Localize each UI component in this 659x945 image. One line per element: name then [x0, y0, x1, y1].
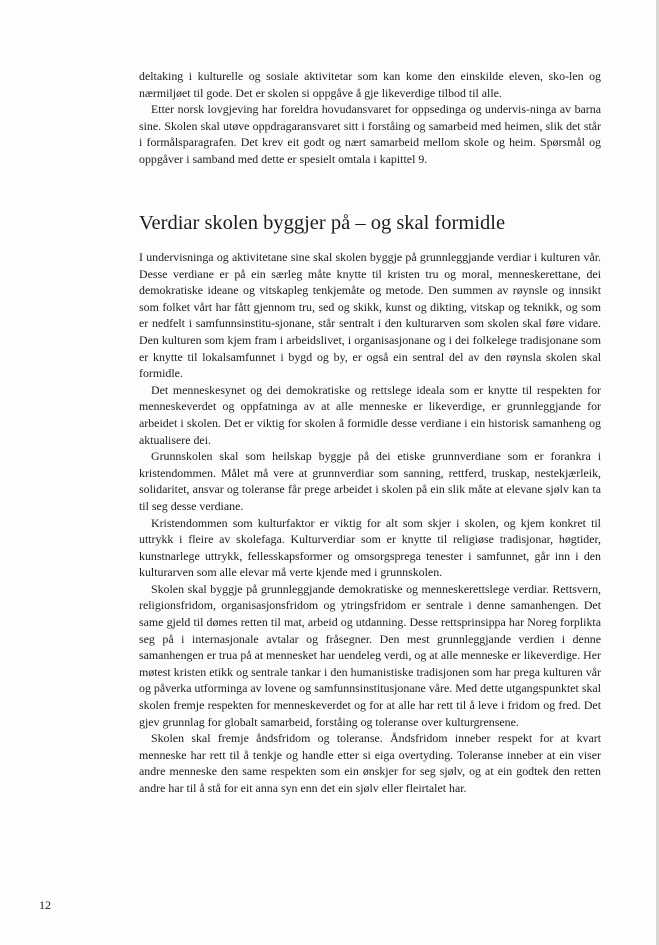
body-paragraph: Grunnskolen skal som heilskap byggje på dei etiske grunnverdiane som er forankra i kristendommen. Målet må vere at grunnverdiar som sanning, rettferd, truskap, nestekjærleik, solidaritet, ansvar og toleranse får prege arbeidet i skolen på ein slik måte at elevane sjølv kan ta til seg desse verdiane. [139, 449, 601, 513]
body-paragraph: Skolen skal fremje åndsfridom og toleranse. Åndsfridom inneber respekt for at kvart menneske har rett til å tenkje og handle etter si eiga overtyding. Toleranse inneber at ein viser andre menneske den same respekten som ein ønskjer for seg sjølv, og at ein godtek den retten andre har til å stå for eit anna syn enn det ein sjølv eller fleirtalet har. [139, 731, 601, 795]
page-number: 12 [39, 898, 51, 912]
body-paragraph: I undervisninga og aktivitetane sine skal skolen byggje på grunnleggjande verdiar i kulturen vår. Desse verdiane er på ein særleg måte knytte til kristen tru og moral, menneskerettane, dei demokratiske ideane og vitskapleg tenkjemåte og metode. Den summen av røynsle og innsikt som folket vårt har fått gjennom tru, sed og skikk, kunst og dikting, vitskap og teknikk, og som er nedfelt i samfunnsinstitu-sjonane, står sentralt i den kulturarven som skolen skal føre vidare. Den kulturen som kjem fram i arbeidslivet, i organisasjonane og i dei folkelege tradisjonane som er knytte til lokalsamfunnet i bygd og by, er også ein sentral del av den røynsla skolen skal formidle. [139, 250, 601, 381]
body-paragraph: Kristendommen som kulturfaktor er viktig for alt som skjer i skolen, og kjem konkret til uttrykk i fleire av skolefaga. Kulturverdiar som er knytte til religiøse tradisjonar, høgtider, kunstnarlege uttrykk, fellesskapsformer og omsorgsprega tenester i samfunnet, går inn i den kulturarven som alle elevar må verte kjende med i grunnskolen. [139, 515, 601, 580]
body-paragraph: Etter norsk lovgjeving har foreldra hovudansvaret for oppsedinga og undervis-ninga av barna sine. Skolen skal utøve oppdragaransvaret sitt i forståing og samarbeid med heimen, slik det står i formålsparagrafen. Det krev eit godt og nært samarbeid mellom skole og heim. Spørsmål og oppgåver i samband med dette er spesielt omtala i kapittel 9. [139, 102, 601, 166]
section-heading: Verdiar skolen byggjer på – og skal formidle [139, 212, 506, 234]
body-paragraph: Skolen skal byggje på grunnleggjande demokratiske og menneskerettslege verdiar. Rettsvern, religionsfridom, organisasjonsfridom og ytringsfridom er sentrale i denne samanhengen. Det same gjeld til dømes retten til mat, arbeid og utdanning. Desse rettsprinsippa har Noreg forplikta seg på i internasjonale avtalar og fråsegner. Den mest grunnleggjande verdien i denne samanhengen er trua på at mennesket har uendeleg verdi, og at alle menneske er likeverdige. Her møtest kristen etikk og sentrale tankar i den humanistiske tradisjonen som har prega kulturen vår og påverka utforminga av lovene og samfunnsinstitusjonane våre. Med dette utgangspunktet skal skolen fremje respekten for menneskeverdet og for at alle har rett til å leve i fridom og fred. Det gjev grunnlag for globalt samarbeid, forståing og toleranse over kulturgrensene. [139, 581, 601, 729]
section-text-block [139, 249, 601, 797]
body-paragraph: deltaking i kulturelle og sosiale aktivitetar som kan kome den einskilde eleven, sko-len og nærmiljøet til gode. Det er skolen si oppgåve å gje likeverdige tilbod til alle. [139, 69, 601, 100]
body-paragraph: Det menneskesynet og dei demokratiske og rettslege ideala som er knytte til respekten for menneskeverdet og oppfatninga av at alle menneske er likeverdige, er grunnleggjande for arbeidet i skolen. Det er viktig for skolen å formidle desse verdiane i ein historisk samanheng og aktualisere dei. [139, 382, 601, 447]
intro-text-block [139, 68, 601, 168]
